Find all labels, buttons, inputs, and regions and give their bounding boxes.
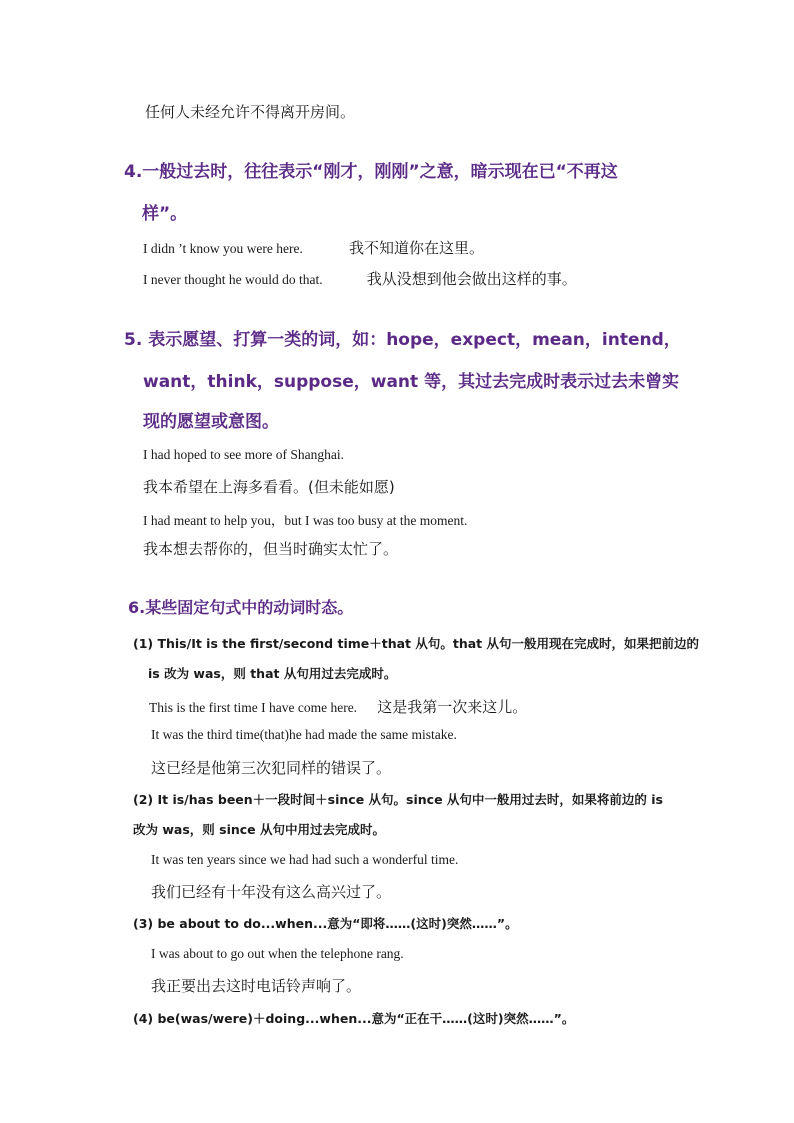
example-english: I never thought he would do that.	[143, 272, 323, 287]
example-english: I didn ’t know you were here.	[143, 241, 303, 256]
section6-sub2-line1: (2) It is/has been＋一段时间＋since 从句。since 从句中一般用过去时，如果将前边的 is	[133, 792, 663, 807]
intro-line: 任何人未经允许不得离开房间。	[145, 103, 356, 121]
example-chinese: 我从没想到他会做出这样的事。	[366, 270, 577, 288]
section5-title-line1: 5. 表示愿望、打算一类的词，如：hope，expect，mean，intend，	[124, 330, 681, 350]
section6-sub1-line1: (1) This/It is the first/second time＋that 从句。that 从句一般用现在完成时，如果把前边的	[133, 636, 700, 651]
section6-sub2-line2: 改为 was，则 since 从句中用过去完成时。	[133, 822, 385, 837]
section5-example1-chinese: 我本希望在上海多看看。(但未能如愿)	[143, 478, 395, 496]
section6-sub1-example2-english: It was the third time(that)he had made the same mistake.	[151, 727, 457, 742]
section5-example2-chinese: 我本想去帮你的，但当时确实太忙了。	[143, 540, 399, 558]
section6-title: 6.某些固定句式中的动词时态。	[128, 598, 354, 617]
section6-sub3-example-chinese: 我正要出去这时电话铃声响了。	[151, 977, 362, 995]
section5-example2-english: I had meant to help you，but I was too busy at the moment.	[143, 513, 468, 528]
example-english: This is the first time I have come here.	[149, 700, 358, 715]
section5-example1-english: I had hoped to see more of Shanghai.	[143, 447, 344, 462]
section6-sub1-line2: is 改为 was，则 that 从句用过去完成时。	[148, 666, 397, 681]
example-chinese: 我不知道你在这里。	[349, 239, 485, 257]
section4-title-line2: 样”。	[142, 204, 188, 224]
section6-sub4-line: (4) be(was/were)＋doing...when...意为“正在干……(这时)突然……”。	[133, 1011, 575, 1026]
section5-title-line3: 现的愿望或意图。	[143, 412, 279, 432]
section6-sub2-example-english: It was ten years since we had had such a wonderful time.	[151, 852, 459, 867]
section6-sub3-line: (3) be about to do...when...意为“即将……(这时)突然……”。	[133, 916, 518, 931]
section6-sub2-example-chinese: 我们已经有十年没有这么高兴过了。	[151, 883, 392, 901]
section4-example-1	[143, 237, 484, 258]
section4-example-2	[143, 268, 577, 289]
example-chinese: 这是我第一次来这儿。	[377, 698, 528, 716]
section5-title-line2: want，think，suppose，want 等，其过去完成时表示过去未曾实	[143, 372, 680, 392]
section4-title-line1: 4.一般过去时，往往表示“刚才，刚刚”之意，暗示现在已“不再这	[124, 162, 618, 182]
section6-sub1-example1	[149, 696, 527, 717]
section6-sub3-example-english: I was about to go out when the telephone rang.	[151, 946, 404, 961]
section6-sub1-example2-chinese: 这已经是他第三次犯同样的错误了。	[151, 759, 392, 777]
